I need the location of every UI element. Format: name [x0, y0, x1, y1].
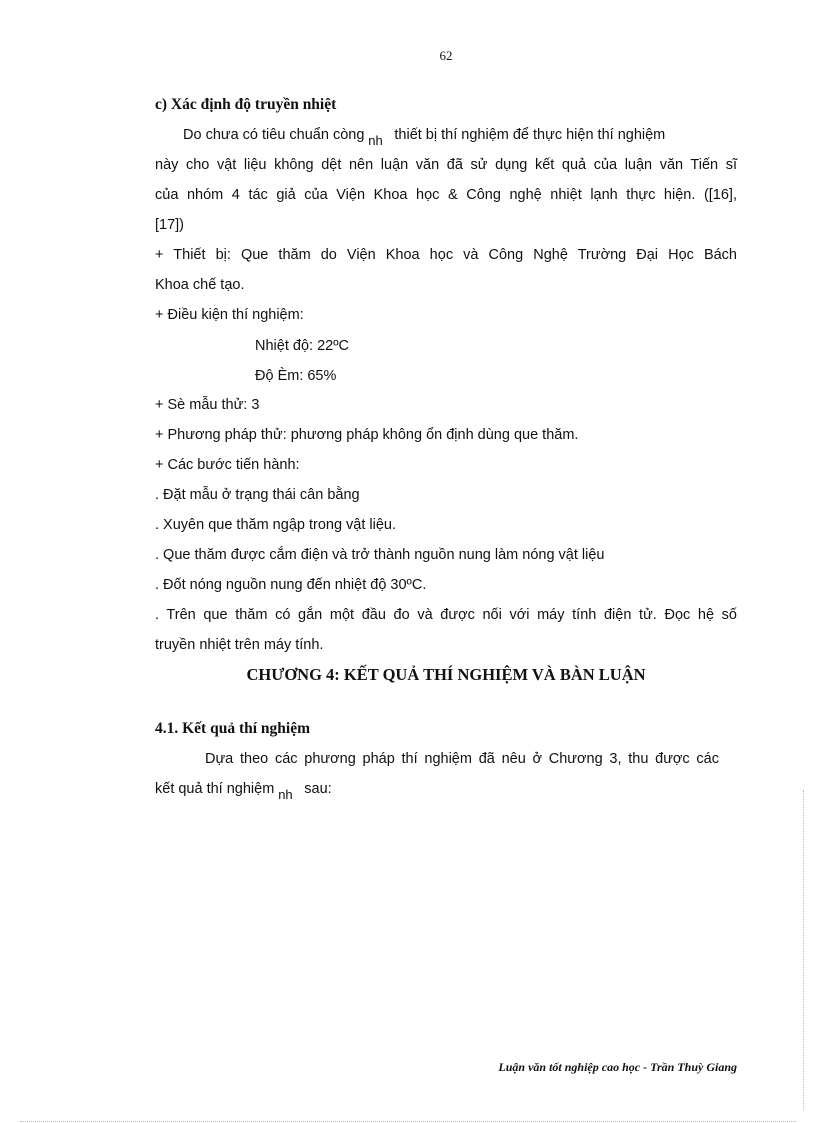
p1-line1-a: Do chưa có tiêu chuẩn còng [183, 127, 365, 143]
step-5-line-1: . Trên que thăm có gắn một đầu đo và được nối với máy tính điện tử. Đọc hệ số [155, 607, 737, 623]
paragraph-1-line-3: của nhóm 4 tác giả của Viện Khoa học & Công nghệ nhiệt lạnh thực hiện. ([16], [155, 187, 737, 203]
section-c-title: c) Xác định độ truyền nhiệt [155, 96, 337, 113]
step-item: . Đốt nóng nguồn nung đến nhiệt độ 30ºC. [155, 577, 427, 593]
page-number: 62 [439, 48, 453, 63]
p1-line1-subscript: nh [368, 133, 383, 148]
test-method: + Phương pháp thử: phương pháp không ổn định dùng que thăm. [155, 427, 579, 443]
section-4-1-title: 4.1. Kết quả thí nghiệm [155, 720, 311, 737]
condition-humidity: Độ Èm: 65% [255, 368, 337, 384]
step-item: . Que thăm được cắm điện và trở thành nguồn nung làm nóng vật liệu [155, 547, 605, 563]
p41-line2-a: kết quả thí nghiệm [155, 781, 275, 797]
sample-count: + Sè mẫu thử: 3 [155, 397, 260, 413]
paragraph-4-1-line-2 [155, 779, 737, 802]
page-bottom-border [20, 1121, 796, 1122]
steps-title: + Các bước tiến hành: [155, 457, 300, 473]
footer-author: Luận văn tốt nghiệp cao học - Trần Thuỳ Giang [498, 1060, 737, 1074]
step-item: . Đặt mẫu ở trạng thái cân bằng [155, 487, 360, 503]
condition-temperature: Nhiệt độ: 22ºC [255, 338, 349, 354]
p41-line2-subscript: nh [278, 787, 293, 802]
equipment-line-2: Khoa chế tạo. [155, 277, 245, 293]
step-item: . Xuyên que thăm ngập trong vật liệu. [155, 517, 397, 533]
page-right-border [803, 790, 804, 1110]
p1-line1-b: thiết bị thí nghiệm để thực hiện thí nghiệm [394, 127, 666, 143]
paragraph-1-line-1 [183, 125, 737, 148]
chapter-title: CHƯƠNG 4: KẾT QUẢ THÍ NGHIỆM VÀ BÀN LUẬN [246, 665, 646, 684]
step-5-line-2: truyền nhiệt trên máy tính. [155, 637, 324, 653]
equipment-line-1: + Thiết bị: Que thăm do Viện Khoa học và Công Nghệ Trường Đại Học Bách [155, 247, 737, 263]
paragraph-4-1-line-1: Dựa theo các phương pháp thí nghiệm đã nêu ở Chương 3, thu được các [205, 751, 719, 767]
paragraph-1-line-2: này cho vật liệu không dệt nên luận văn đã sử dụng kết quả của luận văn Tiến sĩ [155, 157, 737, 173]
conditions-title: + Điều kiện thí nghiệm: [155, 307, 304, 323]
p41-line2-b: sau: [304, 781, 332, 797]
paragraph-1-line-4: [17]) [155, 217, 185, 233]
